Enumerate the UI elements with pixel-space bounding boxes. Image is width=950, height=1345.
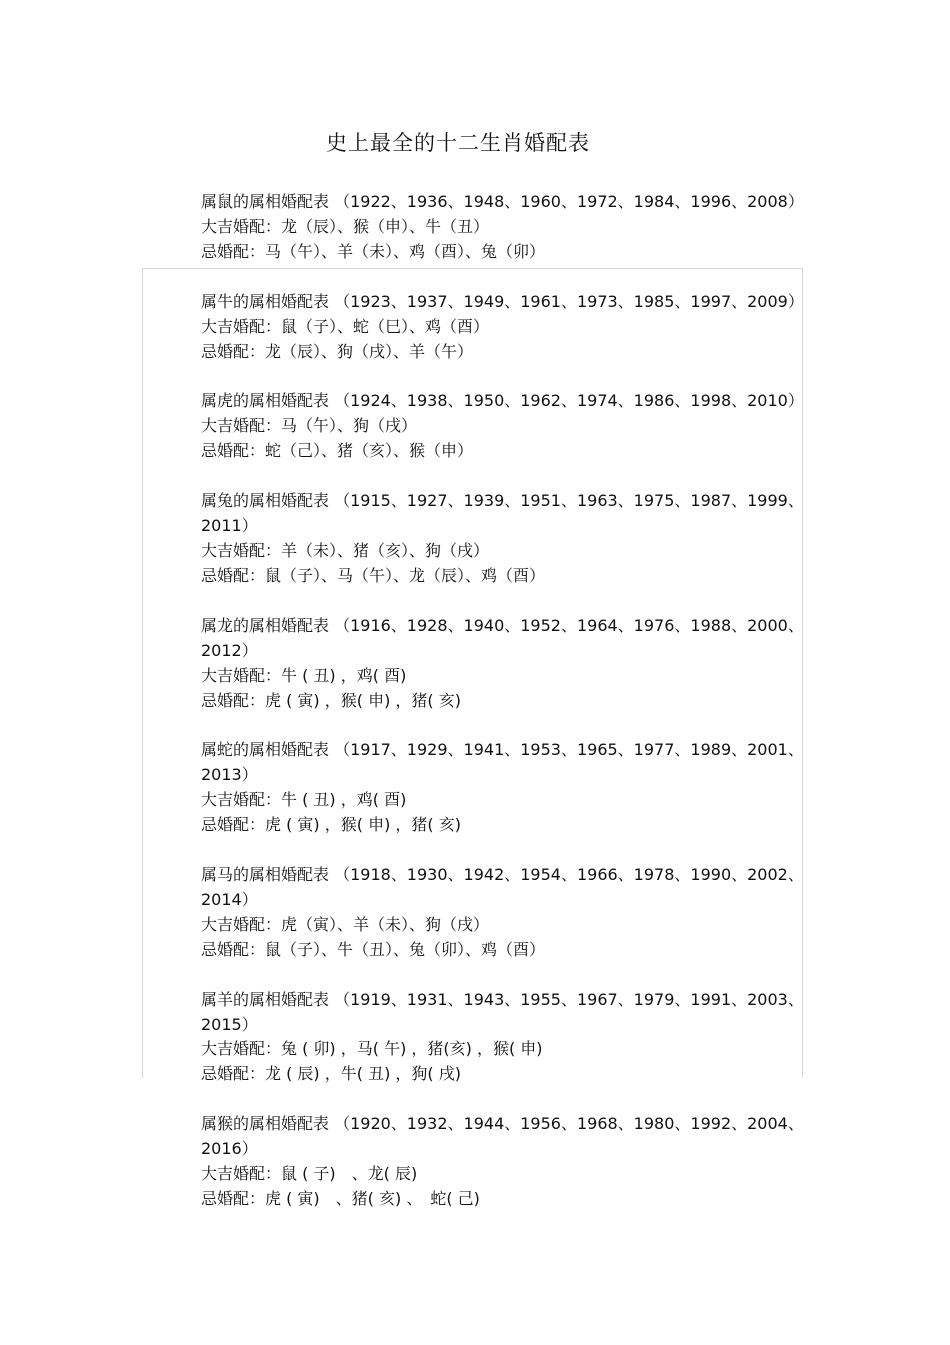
entry-bad-match: 忌婚配：龙 ( 辰) ，牛( 丑) ，狗( 戌) xyxy=(201,1064,461,1084)
entry-heading-continued: 2012） xyxy=(201,640,258,660)
entry-heading: 属羊的属相婚配表 （1919、1931、1943、1955、1967、1979、1991、2003、 xyxy=(201,989,804,1009)
entry-heading: 属虎的属相婚配表 （1924、1938、1950、1962、1974、1986、1998、2010） xyxy=(201,391,804,411)
entry-heading-continued: 2013） xyxy=(201,765,258,785)
entry-good-match: 大吉婚配：龙（辰）、猴（申）、牛（丑） xyxy=(201,216,490,236)
entry-good-match: 大吉婚配：马（午）、狗（戌） xyxy=(201,416,418,436)
entry-heading: 属牛的属相婚配表 （1923、1937、1949、1961、1973、1985、1997、2009） xyxy=(201,291,804,311)
entry-bad-match: 忌婚配：蛇（己）、猪（亥）、猴（申） xyxy=(201,441,474,461)
entry-bad-match: 忌婚配：龙（辰）、狗（戌）、羊（午） xyxy=(201,341,474,361)
entry-heading: 属猴的属相婚配表 （1920、1932、1944、1956、1968、1980、1992、2004、 xyxy=(201,1114,804,1134)
entry-heading-continued: 2014） xyxy=(201,889,258,909)
entry-bad-match: 忌婚配：虎 ( 寅) 、猪( 亥) 、 蛇( 己) xyxy=(201,1189,480,1208)
entry-heading: 属马的属相婚配表 （1918、1930、1942、1954、1966、1978、1990、2002、 xyxy=(201,865,804,885)
entry-good-match: 大吉婚配：牛 ( 丑) ，鸡( 酉) xyxy=(201,665,407,685)
entry-heading: 属鼠的属相婚配表 （1922、1936、1948、1960、1972、1984、1996、2008） xyxy=(201,192,804,211)
entry-heading-continued: 2015） xyxy=(201,1014,258,1034)
zodiac-entry-rabbit xyxy=(201,489,816,589)
entry-bad-match: 忌婚配：虎 ( 寅) ，猴( 申) ，猪( 亥) xyxy=(201,690,461,710)
entry-heading-continued: 2016） xyxy=(201,1139,258,1159)
zodiac-entry-snake xyxy=(201,738,816,838)
entry-heading: 属兔的属相婚配表 （1915、1927、1939、1951、1963、1975、1987、1999、 xyxy=(201,491,804,511)
entry-heading-continued: 2011） xyxy=(201,516,258,536)
zodiac-entry-tiger xyxy=(201,389,816,464)
entry-heading: 属蛇的属相婚配表 （1917、1929、1941、1953、1965、1977、1989、2001、 xyxy=(201,740,804,760)
entry-good-match: 大吉婚配：虎（寅）、羊（未）、狗（戌） xyxy=(201,914,490,934)
entry-good-match: 大吉婚配：牛 ( 丑) ，鸡( 酉) xyxy=(201,790,407,810)
entry-bad-match: 忌婚配：虎 ( 寅) ，猴( 申) ，猪( 亥) xyxy=(201,815,461,835)
entry-heading: 属龙的属相婚配表 （1916、1928、1940、1952、1964、1976、1988、2000、 xyxy=(201,615,804,635)
entry-bad-match: 忌婚配：马（午）、羊（未）、鸡（酉）、兔（卯） xyxy=(201,241,546,261)
entry-bad-match: 忌婚配：鼠（子）、马（午）、龙（辰）、鸡（酉） xyxy=(201,565,546,585)
document-body xyxy=(201,190,816,1237)
zodiac-entry-rat xyxy=(201,190,816,265)
zodiac-entry-horse xyxy=(201,863,816,963)
entry-good-match: 大吉婚配：羊（未）、猪（亥）、狗（戌） xyxy=(201,540,490,560)
entry-good-match: 大吉婚配：鼠（子）、蛇（巳）、鸡（酉） xyxy=(201,316,490,336)
entry-good-match: 大吉婚配：鼠 ( 子) 、龙( 辰) xyxy=(201,1164,418,1184)
zodiac-entry-monkey xyxy=(201,1112,816,1212)
zodiac-entry-dragon xyxy=(201,614,816,714)
zodiac-entry-ox xyxy=(201,290,816,365)
page-title: 史上最全的十二生肖婚配表 xyxy=(326,131,590,155)
zodiac-entry-goat xyxy=(201,988,816,1088)
entry-good-match: 大吉婚配：兔 ( 卯) ，马( 午) ，猪(亥) ，猴( 申) xyxy=(201,1039,543,1059)
entry-bad-match: 忌婚配：鼠（子）、牛（丑）、兔（卯）、鸡（酉） xyxy=(201,939,546,959)
